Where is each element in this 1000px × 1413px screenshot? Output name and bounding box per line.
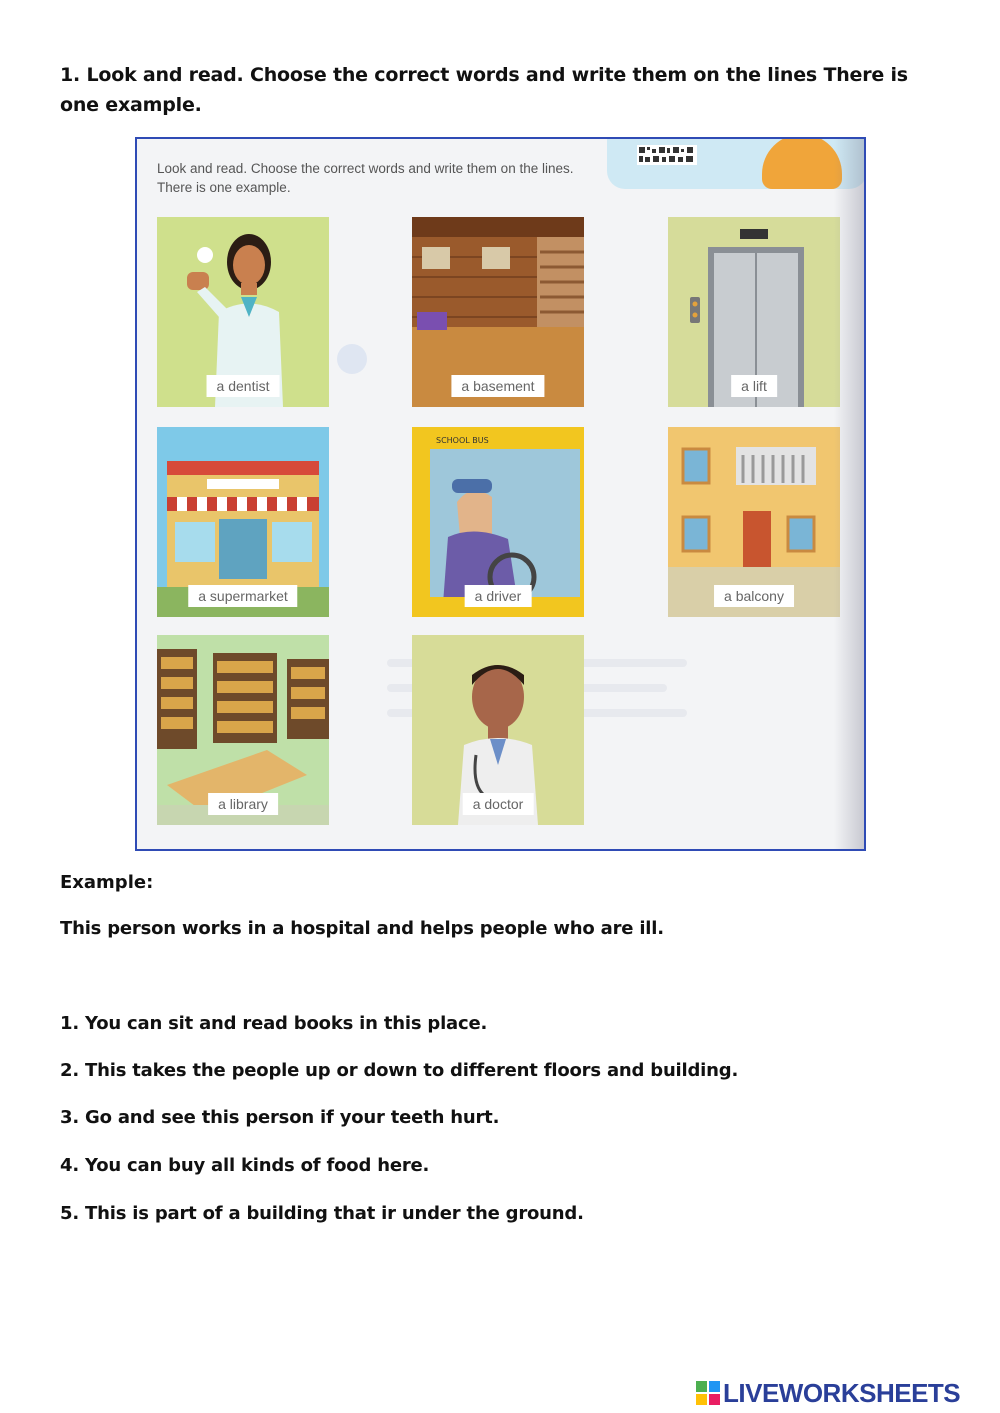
liveworksheets-logo-icon (696, 1381, 720, 1405)
picture-card-dentist (157, 217, 329, 407)
picture-label: a driver (465, 585, 532, 607)
instruction-heading: 1. Look and read. Choose the correct words and write them on the lines There is one example. (60, 64, 908, 116)
logo-text: LIVEWORKSHEETS (723, 1377, 961, 1408)
question-item: 4. You can buy all kinds of food here. (60, 1155, 430, 1176)
worksheet-scan-image (135, 137, 866, 851)
picture-card-library (157, 635, 329, 825)
picture-card-driver (412, 427, 584, 617)
picture-label: a balcony (714, 585, 794, 607)
example-sentence: This person works in a hospital and helps people who are ill. (60, 918, 664, 939)
question-item: 1. You can sit and read books in this place. (60, 1013, 488, 1034)
picture-card-supermarket (157, 427, 329, 617)
liveworksheets-logo (696, 1378, 960, 1408)
scan-instruction: Look and read. Choose the correct words and write them on the lines. There is one example. (157, 161, 574, 195)
picture-label: a dentist (207, 375, 280, 397)
cartoon-cat-decoration (762, 137, 842, 189)
svg-text:SCHOOL BUS: SCHOOL BUS (436, 436, 489, 445)
picture-label: a lift (731, 375, 777, 397)
picture-card-basement (412, 217, 584, 407)
picture-label: a basement (451, 375, 544, 397)
picture-label: a library (208, 793, 278, 815)
question-item: 5. This is part of a building that ir under the ground. (60, 1203, 584, 1224)
question-item: 3. Go and see this person if your teeth hurt. (60, 1107, 500, 1128)
faint-number-badge (337, 344, 367, 374)
picture-label: a doctor (463, 793, 534, 815)
picture-card-balcony (668, 427, 840, 617)
picture-card-lift (668, 217, 840, 407)
picture-card-doctor (412, 635, 584, 825)
question-item: 2. This takes the people up or down to different floors and building. (60, 1060, 739, 1081)
example-title: Example: (60, 872, 154, 893)
qr-code-icon (637, 145, 697, 165)
picture-label: a supermarket (188, 585, 297, 607)
